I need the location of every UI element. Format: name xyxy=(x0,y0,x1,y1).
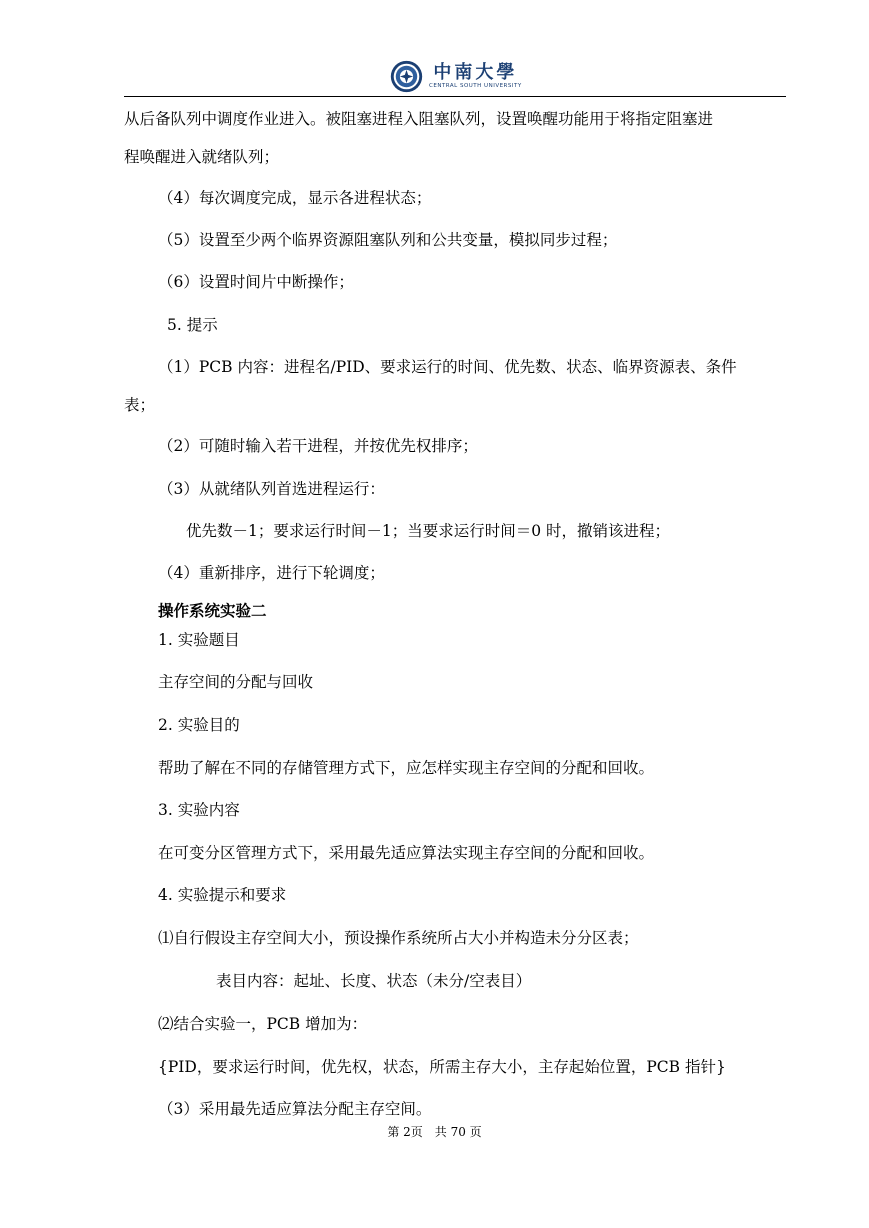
section-heading: 1. 实验题目 xyxy=(158,631,240,649)
list-item: ⑴自行假设主存空间大小，预设操作系统所占大小并构造未分分区表； xyxy=(158,929,639,947)
section-heading: 2. 实验目的 xyxy=(158,716,240,734)
logo-chinese-name: 中南大學 xyxy=(433,62,518,83)
list-item: （2）可随时输入若干进程，并按优先权排序； xyxy=(158,437,478,455)
section-heading: 5. 提示 xyxy=(167,316,218,334)
list-item: （5）设置至少两个临界资源阻塞队列和公共变量，模拟同步过程； xyxy=(158,231,618,249)
university-seal-icon xyxy=(390,60,423,93)
body-text-line: 帮助了解在不同的存储管理方式下，应怎样实现主存空间的分配和回收。 xyxy=(158,759,655,777)
list-item: （4）每次调度完成，显示各进程状态； xyxy=(158,189,432,207)
body-text-line: 从后备队列中调度作业进入。被阻塞进程入阻塞队列，设置唤醒功能用于将指定阻塞进 xyxy=(124,110,714,128)
list-item: （4）重新排序，进行下轮调度； xyxy=(158,564,385,582)
list-item: （6）设置时间片中断操作； xyxy=(158,273,354,291)
section-heading: 3. 实验内容 xyxy=(158,801,240,819)
list-item: （3）采用最先适应算法分配主存空间。 xyxy=(158,1100,432,1118)
body-text-line: 表目内容：起址、长度、状态（未分/空表目） xyxy=(216,972,532,990)
experiment-title: 操作系统实验二 xyxy=(158,601,267,620)
logo-english-name: CENTRAL SOUTH UNIVERSITY xyxy=(429,83,522,89)
header-divider xyxy=(124,96,786,97)
body-text-line: {PID，要求运行时间，优先权，状态，所需主存大小，主存起始位置，PCB 指针} xyxy=(158,1058,726,1076)
body-text-line: 优先数－1；要求运行时间－1；当要求运行时间＝0 时，撤销该进程； xyxy=(186,522,671,540)
body-text-line: 在可变分区管理方式下，采用最先适应算法实现主存空间的分配和回收。 xyxy=(158,844,655,862)
section-heading: 4. 实验提示和要求 xyxy=(158,886,287,904)
list-item: （3）从就绪队列首选进程运行： xyxy=(158,480,385,498)
page-number: 第 2页 共 70 页 xyxy=(387,1125,482,1139)
university-logo xyxy=(390,60,522,93)
list-item: （1）PCB 内容：进程名/PID、要求运行的时间、优先数、状态、临界资源表、条件 xyxy=(158,358,737,376)
list-item: ⑵结合实验一，PCB 增加为： xyxy=(158,1015,368,1033)
body-text-line: 程唤醒进入就绪队列； xyxy=(124,148,280,166)
body-text-line: 主存空间的分配与回收 xyxy=(158,673,314,691)
body-text-line: 表； xyxy=(124,396,156,414)
